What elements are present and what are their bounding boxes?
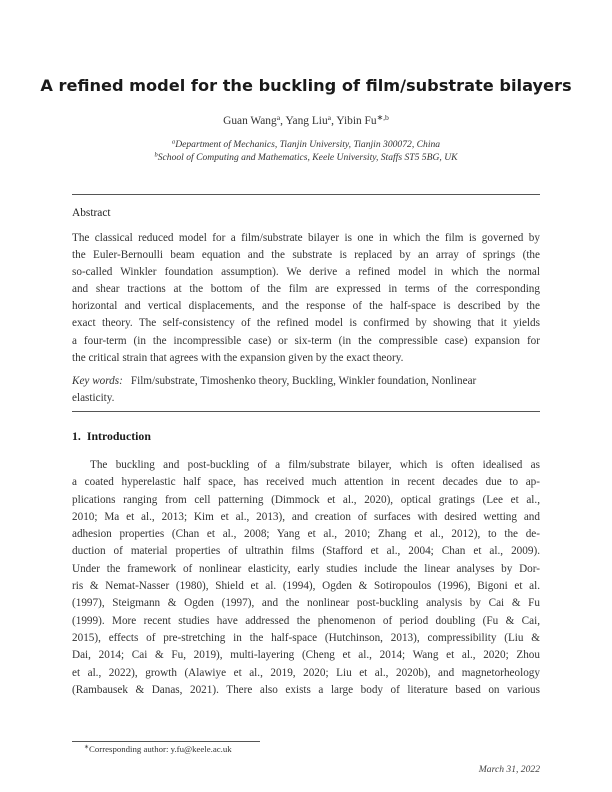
abstract-body <box>72 230 540 367</box>
abstract-line: so-called Winkler foundation assumption). We derive a refined model in which the normal <box>72 266 540 279</box>
keywords-line: elasticity. <box>72 392 115 405</box>
abstract-line: exact theory. The self-consistency of the refined model is confirmed by showing that it yields <box>72 317 540 330</box>
keywords <box>72 373 540 407</box>
abstract-heading: Abstract <box>72 207 111 219</box>
author: Yang Liu$^a$, <box>285 112 337 127</box>
footnote-rule <box>72 741 260 742</box>
abstract-bottom-rule <box>72 411 540 412</box>
abstract-line: a four-term (in the incompressible case) or six-term (in the compressible case) expansion for <box>72 334 540 347</box>
body-line: The buckling and post-buckling of a film/substrate bilayer, which is often idealised as <box>90 459 540 471</box>
body-line: (Rambausek & Danas, 2021). There also exists a large body of literature based on various <box>72 683 540 696</box>
abstract-line: The classical reduced model for a film/substrate bilayer is one in which the film is governed by <box>72 232 540 244</box>
affiliation: $^a$Department of Mechanics, Tianjin University, Tianjin 300072, China <box>171 138 441 150</box>
abstract-line: the Euler-Bernoulli beam equation and the substrate is replaced by an array of springs (the <box>72 249 540 262</box>
abstract-line: horizontal and vertical displacements, and the response of the half-space is described by the <box>72 300 540 313</box>
body-line: Dai, 2014; Cai & Fu, 2019), multi-layering (Cheng et al., 2014; Wang et al., 2020; Zhou <box>72 649 540 662</box>
body-line: 2010; Ma et al., 2013; Kim et al., 2013), and creation of surfaces with desired wetting and <box>72 510 540 523</box>
affiliation-list <box>40 139 572 164</box>
body-line: (1997), Steigmann & Ogden (1997), and the nonlinear post-buckling analysis by Cai & Fu <box>72 597 540 610</box>
body-line: Under the framework of nonlinear elasticity, early studies include the linear analyses by Dor- <box>72 562 540 575</box>
body-line: duction of material properties of ultrathin films (Stafford et al., 2004; Chan et al., 2009). <box>72 545 540 558</box>
keywords-label: Key words: <box>72 375 123 387</box>
footnote <box>84 744 232 754</box>
body-line: plications ranging from cell patterning (Dimmock et al., 2020), optical gratings (Lee et al., <box>72 493 540 506</box>
section-number: 1. <box>72 429 81 443</box>
author-list <box>40 112 572 127</box>
author: Guan Wang$^a$, <box>223 112 286 127</box>
section-heading <box>72 429 151 444</box>
footnote-mark: ∗ <box>84 744 90 751</box>
affiliation: $^b$School of Computing and Mathematics, Keele University, Staffs ST5 5BG, UK <box>154 151 458 163</box>
body-line: adhesion properties (Chan et al., 2008; Yang et al., 2010; Zhang et al., 2012), to the de- <box>72 528 540 541</box>
author: Yibin $Fu^{∗,b}$ <box>336 112 389 127</box>
paper-title: A refined model for the buckling of film/substrate bilayers <box>40 76 572 95</box>
introduction-body <box>72 457 540 699</box>
keywords-line: Film/substrate, Timoshenko theory, Buckling, Winkler foundation, Nonlinear <box>130 375 477 387</box>
section-title: Introduction <box>86 429 151 443</box>
abstract-top-rule <box>72 194 540 195</box>
preprint-date: March 31, 2022 <box>478 764 540 775</box>
body-line: et al., 2022), growth (Alawiye et al., 2019, 2020; Liu et al., 2020b), and magnetorheology <box>72 666 540 679</box>
body-line: ris & Nemat-Nasser (1980), Shield et al. (1994), Ogden & Sotiropoulos (1996), Bigoni et al. <box>72 580 540 593</box>
body-line: a coated hyperelastic half space, has received much attention in recent decades due to ap- <box>72 476 540 489</box>
body-line: (1999). More recent studies have addressed the phenomenon of period doubling (Fu & Cai, <box>72 614 540 627</box>
abstract-line: the critical strain that agrees with the expansion given by the exact theory. <box>72 351 404 364</box>
footnote-text: Corresponding author: y.fu@keele.ac.uk <box>89 744 232 754</box>
abstract-line: and shear tractions at the bottom of the film are expressed in terms of the corresponding <box>72 283 540 296</box>
body-line: 2015), effects of pre-stretching in the half-space (Hutchinson, 2013), compressibility (Liu & <box>72 631 540 644</box>
